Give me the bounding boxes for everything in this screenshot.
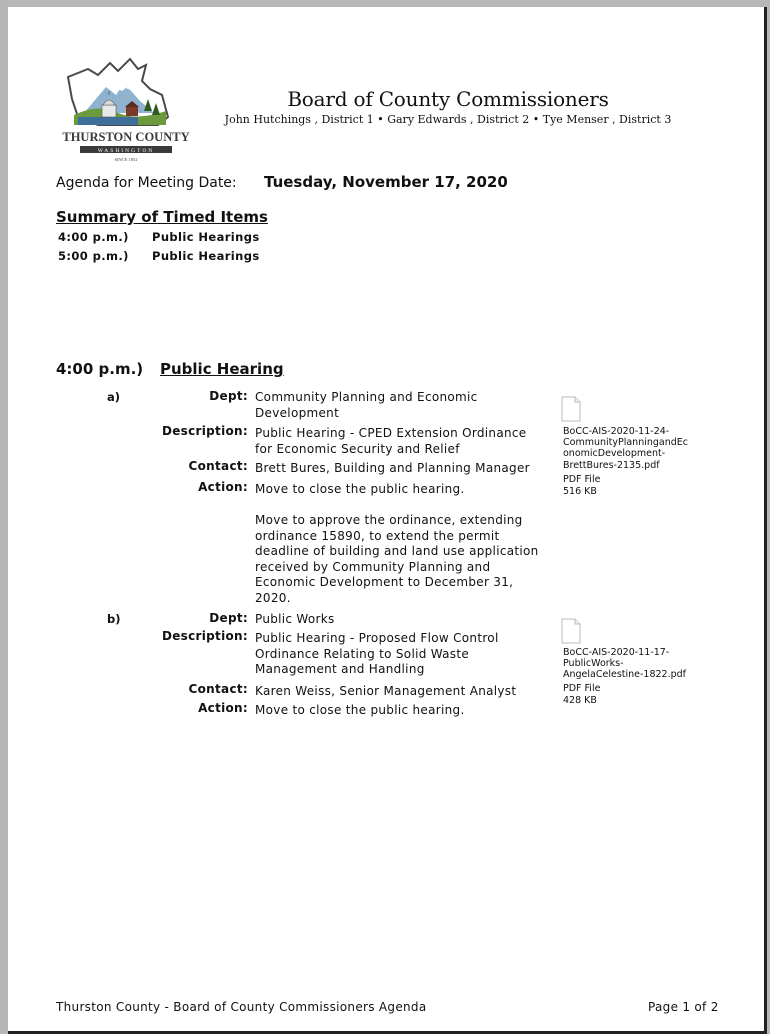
logo-county-name: THURSTON COUNTY [62, 130, 190, 144]
meeting-date: Tuesday, November 17, 2020 [264, 173, 508, 191]
logo-state: WASHINGTON [97, 148, 155, 154]
action-label: Action: [198, 701, 248, 715]
description-label: Description: [161, 424, 248, 438]
summary-item-time: 4:00 p.m.) [58, 230, 129, 244]
attachment-size: 516 KB [563, 486, 597, 497]
contact-value: Karen Weiss, Senior Management Analyst [255, 684, 517, 698]
item-letter: a) [107, 390, 121, 404]
contact-value: Brett Bures, Building and Planning Manager [255, 461, 530, 475]
contact-label: Contact: [188, 682, 248, 696]
page-number: Page 1 of 2 [648, 1000, 719, 1014]
description-label: Description: [161, 629, 248, 643]
attachment-filename[interactable]: BoCC-AIS-2020-11-17- PublicWorks- AngelaCelestine-1822.pdf [563, 647, 687, 681]
document-page [8, 7, 767, 1034]
thurston-county-logo [58, 55, 198, 163]
dept-label: Dept: [209, 389, 248, 403]
action-value: Move to close the public hearing. Move to approve the ordinance, extending ordinance 15890, to extend the permit deadline of building and land use application received by Community Planning and Economic Development to December 31, 2020. [255, 482, 539, 605]
meeting-date-label: Agenda for Meeting Date: [56, 175, 237, 191]
description-value: Public Hearing - Proposed Flow Control Ordinance Relating to Solid Waste Management and Handling [255, 631, 499, 676]
summary-item-name: Public Hearings [152, 249, 260, 263]
dept-value: Community Planning and Economic Development [255, 390, 478, 420]
footer-title: Thurston County - Board of County Commissioners Agenda [56, 1000, 427, 1014]
item-letter: b) [107, 612, 121, 626]
logo-since: SINCE 1852 [114, 157, 138, 162]
action-label: Action: [198, 480, 248, 494]
summary-item-name: Public Hearings [152, 230, 260, 244]
summary-title: Summary of Timed Items [56, 208, 268, 226]
board-title: Board of County Commissioners [287, 87, 609, 111]
action-value: Move to close the public hearing. [255, 703, 465, 717]
attachment-type: PDF File [563, 683, 601, 694]
dept-value: Public Works [255, 612, 335, 626]
commissioners-line: John Hutchings , District 1 • Gary Edwards , District 2 • Tye Menser , District 3 [224, 113, 672, 126]
attachment-size: 428 KB [563, 695, 597, 706]
dept-label: Dept: [209, 611, 248, 625]
section-time: 4:00 p.m.) [56, 360, 144, 378]
section-title: Public Hearing [160, 360, 284, 378]
attachment-type: PDF File [563, 474, 601, 485]
summary-item-time: 5:00 p.m.) [58, 249, 129, 263]
contact-label: Contact: [188, 459, 248, 473]
pdf-file-icon[interactable] [561, 396, 581, 422]
attachment-filename[interactable]: BoCC-AIS-2020-11-24- CommunityPlanningandEc onomicDevelopment- BrettBures-2135.pdf [563, 426, 689, 471]
pdf-file-icon[interactable] [561, 618, 581, 644]
description-value: Public Hearing - CPED Extension Ordinance for Economic Security and Relief [255, 426, 527, 456]
